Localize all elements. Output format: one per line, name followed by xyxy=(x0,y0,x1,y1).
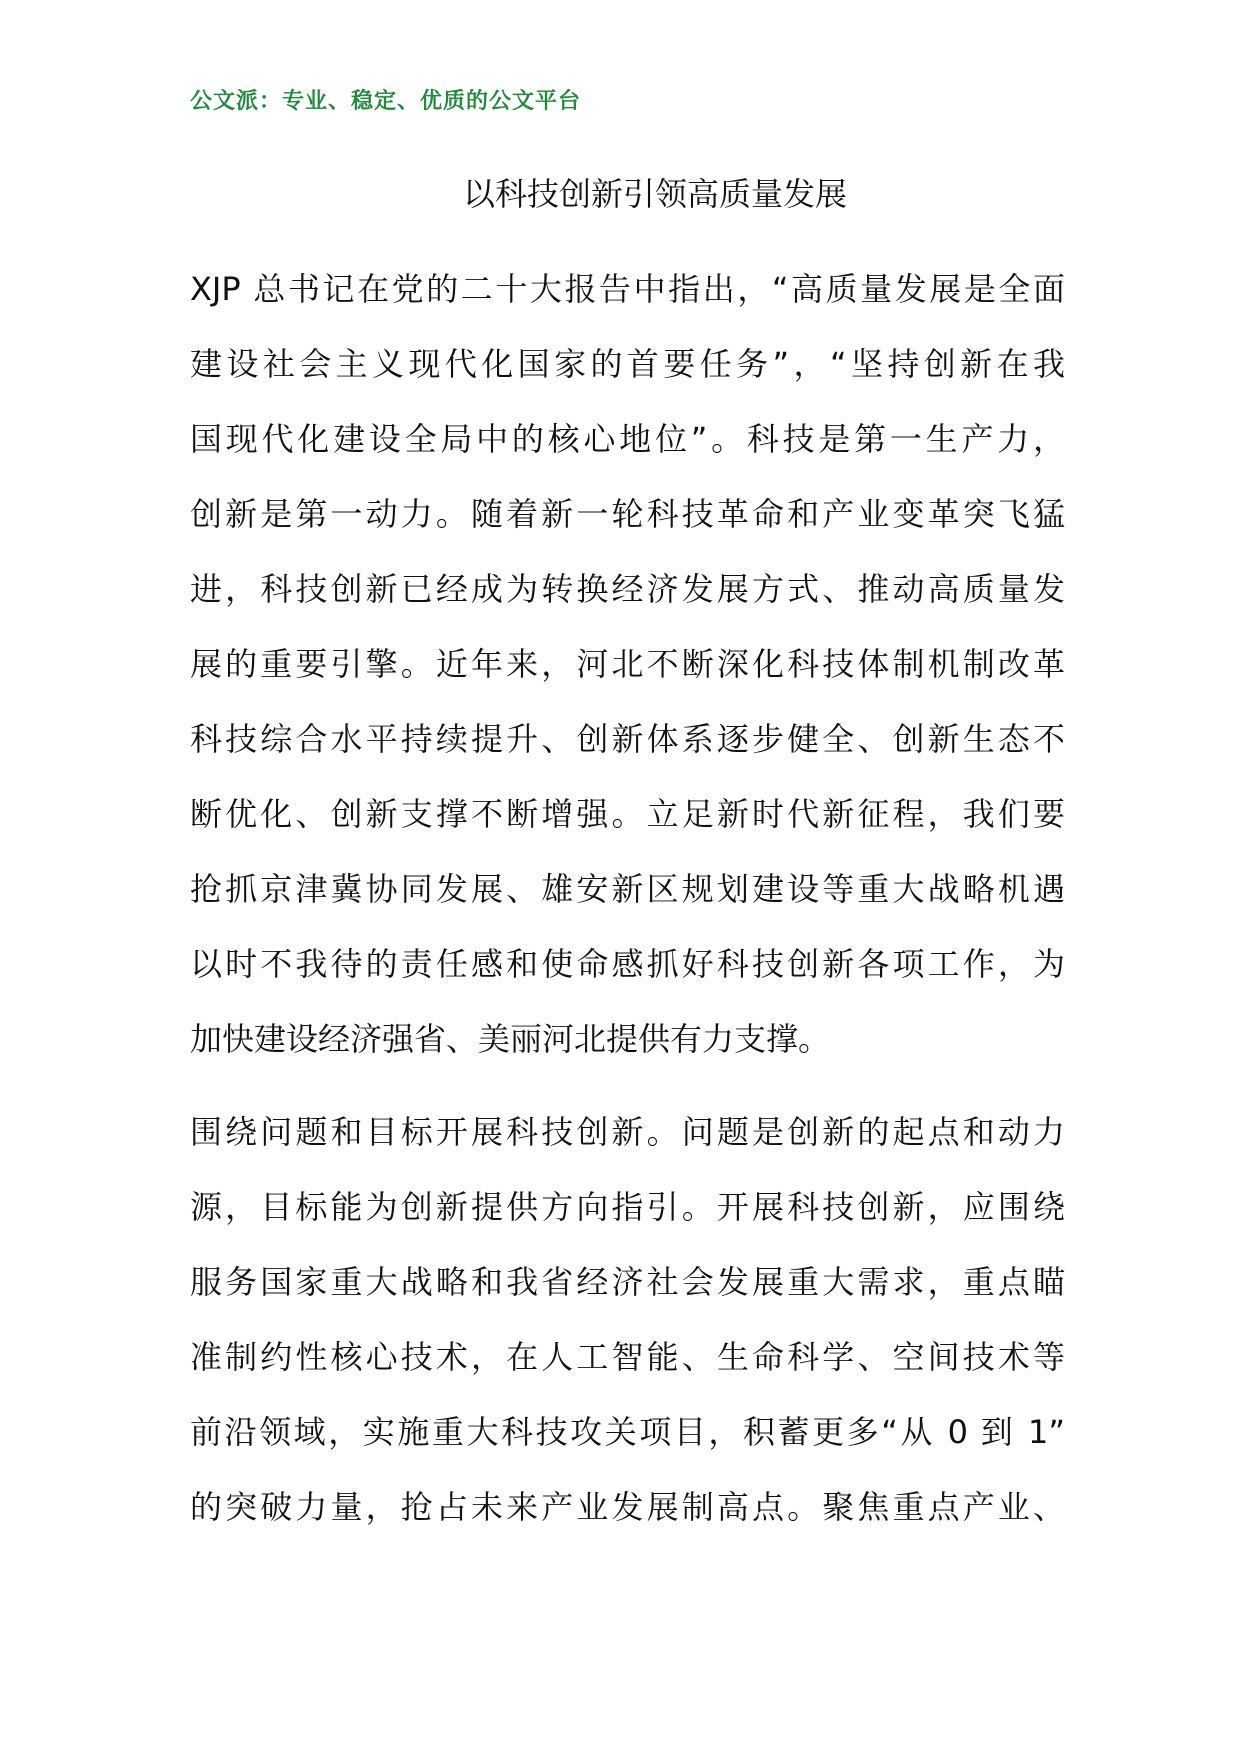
paragraph-line: 进，科技创新已经成为转换经济发展方式、推动高质量发 xyxy=(190,570,1065,608)
paragraph-line: 服务国家重大战略和我省经济社会发展重大需求，重点瞄 xyxy=(190,1263,1065,1301)
paragraph-line: XJP 总书记在党的二十大报告中指出，“高质量发展是全面 xyxy=(190,270,1065,308)
header-tagline: 公文派：专业、稳定、优质的公文平台 xyxy=(190,89,582,114)
paragraph-line: 科技综合水平持续提升、创新体系逐步健全、创新生态不 xyxy=(190,720,1065,758)
paragraph-line: 准制约性核心技术，在人工智能、生命科学、空间技术等 xyxy=(190,1338,1065,1376)
paragraph-line: 源，目标能为创新提供方向指引。开展科技创新，应围绕 xyxy=(190,1188,1065,1226)
paragraph-line: 以时不我待的责任感和使命感抓好科技创新各项工作，为 xyxy=(190,945,1065,983)
paragraph-line: 加快建设经济强省、美丽河北提供有力支撑。 xyxy=(190,1020,831,1058)
paragraph-line: 围绕问题和目标开展科技创新。问题是创新的起点和动力 xyxy=(190,1113,1065,1151)
document-title: 以科技创新引领高质量发展 xyxy=(462,175,847,213)
paragraph-line: 创新是第一动力。随着新一轮科技革命和产业变革突飞猛 xyxy=(190,495,1065,533)
paragraph-line: 的突破力量，抢占未来产业发展制高点。聚焦重点产业、 xyxy=(190,1488,1065,1526)
paragraph-line: 断优化、创新支撑不断增强。立足新时代新征程，我们要 xyxy=(190,795,1065,833)
paragraph-line: 建设社会主义现代化国家的首要任务”，“坚持创新在我 xyxy=(190,345,1065,383)
paragraph-line: 抢抓京津冀协同发展、雄安新区规划建设等重大战略机遇 xyxy=(190,870,1065,908)
paragraph-1 xyxy=(190,252,1065,1077)
paragraph-line: 展的重要引擎。近年来，河北不断深化科技体制机制改革 xyxy=(190,645,1065,683)
paragraph-2 xyxy=(190,1095,1065,1545)
paragraph-line: 国现代化建设全局中的核心地位”。科技是第一生产力， xyxy=(190,420,1065,458)
paragraph-line: 前沿领域，实施重大科技攻关项目，积蓄更多“从 0 到 1” xyxy=(190,1413,1065,1451)
